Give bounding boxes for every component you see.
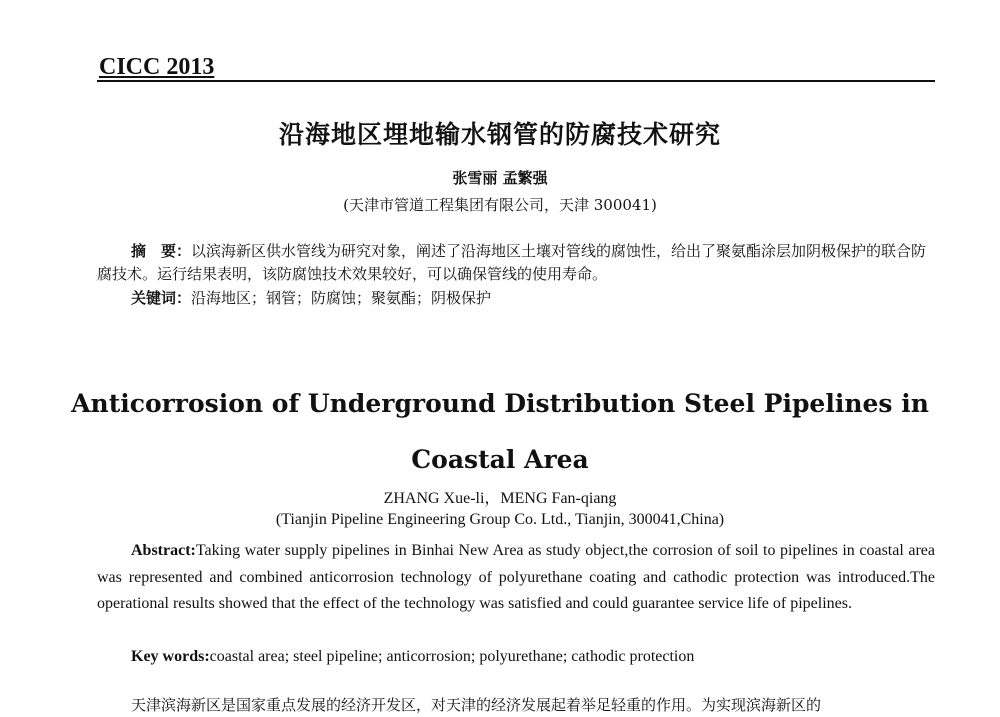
english-keywords <box>131 644 935 670</box>
body-paragraph: 天津滨海新区是国家重点发展的经济开发区，对天津的经济发展起着举足轻重的作用。为实现滨海新区的 <box>131 696 822 714</box>
chinese-abstract-label: 摘 要： <box>131 242 192 260</box>
chinese-abstract <box>97 240 935 286</box>
journal-header <box>97 54 935 82</box>
chinese-affiliation: (天津市管道工程集团有限公司，天津 300041) <box>343 196 657 214</box>
chinese-keywords-text: 沿海地区；钢管；防腐蚀；聚氨酯；阴极保护 <box>191 289 492 307</box>
english-keywords-label: Key words: <box>131 648 210 665</box>
english-affiliation: (Tianjin Pipeline Engineering Group Co. Ltd., Tianjin, 300041,China) <box>275 511 725 528</box>
english-abstract-text: Taking water supply pipelines in Binhai New Area as study object,the corrosion of soil to pipelines in coastal area was represented and combined anticorrosion technology of polyurethane coating and cathodic protection was introduced.The operational results showed that the effect of the technology was satisfied and could guarantee service life of pipelines. <box>97 542 935 612</box>
english-abstract <box>97 538 935 618</box>
journal-title: CICC 2013 <box>99 54 215 80</box>
chinese-abstract-text: 以滨海新区供水管线为研究对象，阐述了沿海地区土壤对管线的腐蚀性，给出了聚氨酯涂层加阴极保护的联合防腐技术。运行结果表明，该防腐蚀技术效果较好，可以确保管线的使用寿命。 <box>97 242 927 283</box>
chinese-keywords <box>131 287 935 310</box>
english-title-line1: Anticorrosion of Underground Distribution Steel Pipelines in <box>71 389 929 418</box>
chinese-authors: 张雪丽 孟繁强 <box>452 169 548 187</box>
english-authors: ZHANG Xue-li，MENG Fan-qiang <box>383 490 617 507</box>
english-title <box>0 376 1000 488</box>
english-abstract-label: Abstract: <box>131 542 196 559</box>
english-title-line2: Coastal Area <box>411 445 589 474</box>
chinese-keywords-label: 关键词： <box>131 289 192 307</box>
english-keywords-text: coastal area; steel pipeline; anticorrosion; polyurethane; cathodic protection <box>209 648 695 665</box>
chinese-title: 沿海地区埋地输水钢管的防腐技术研究 <box>278 120 721 149</box>
